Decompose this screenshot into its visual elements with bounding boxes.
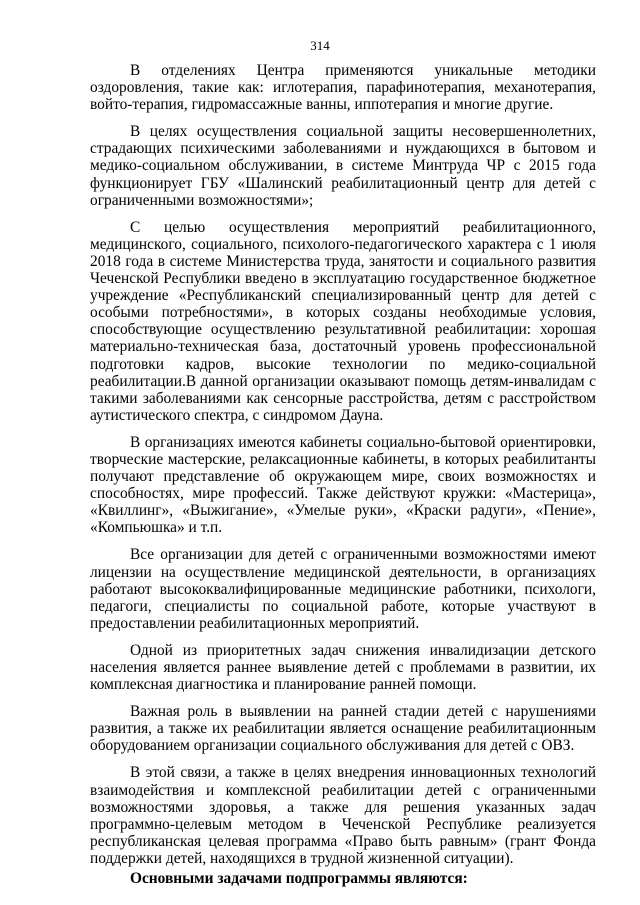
paragraph-early-detection: Одной из приоритетных задач снижения инвалидизации детского населения является раннее выявление детей с проблемами в развитии, их комплексная диагностика и планирование ранней помощи. bbox=[90, 641, 596, 694]
paragraph-cabinets-workshops: В организациях имеются кабинеты социально-бытовой ориентировки, творческие мастерские, релаксационные кабинеты, в которых реабилитанты получают представление об окружающем мире, своих возможностях и способностях, мире профессий. Также действуют кружки: «Мастерица», «Квиллинг», «Выжигание», «Умелые руки», «Краски радуги», «Пение», «Компьюшка» и т.п. bbox=[90, 433, 596, 537]
paragraph-target-program: В этой связи, а также в целях внедрения инновационных технологий взаимодействия и комплексной реабилитации детей с ограниченными возможностями здоровья, а также для решения указанных задач программно-целевым методом в Чеченской Республике реализуется республиканская целевая программа «Право быть равным» (грант Фонда поддержки детей, находящихся в трудной жизненной ситуации). bbox=[90, 764, 596, 867]
document-body bbox=[90, 62, 596, 887]
paragraph-licenses: Все организации для детей с ограниченными возможностями имеют лицензии на осуществление медицинской деятельности, в организациях работают высококвалифицированные медицинские работники, психологи, педагоги, специалисты по социальной работе, которые участвуют в предоставлении реабилитационных мероприятий. bbox=[90, 546, 596, 632]
section-heading: Основными задачами подпрограммы являются: bbox=[130, 870, 468, 888]
paragraph-equipment-role: Важная роль в выявлении на ранней стадии детей с нарушениями развития, а также их реабилитации является оснащение реабилитационным оборудованием организации социального обслуживания для детей с ОВЗ. bbox=[90, 703, 596, 755]
page-number: 314 bbox=[310, 38, 330, 53]
paragraph-treatment-methods: В отделениях Центра применяются уникальные методики оздоровления, такие как: иглотерапия, парафинотерапия, механотерапия, войто-терапия, гидромассажные ванны, иппотерапия и многие другие. bbox=[90, 62, 596, 114]
paragraph-shali-center: В целях осуществления социальной защиты несовершеннолетних, страдающих психическими заболеваниями и нуждающихся в бытовом и медико-социальном обслуживании, в системе Минтруда ЧР с 2015 года функционирует ГБУ «Шалинский реабилитационный центр для детей с ограниченными возможностями»; bbox=[90, 123, 596, 209]
paragraph-republican-center: С целью осуществления мероприятий реабилитационного, медицинского, социального, психолого-педагогического характера с 1 июля 2018 года в системе Министерства труда, занятости и социального развития Чеченской Республики введено в эксплуатацию государственное бюджетное учреждение «Республиканский специализированный центр для детей с особыми потребностями», в которых созданы необходимые условия, способствующие осуществлению результативной реабилитации: хорошая материально-техническая база, достаточный уровень профессиональной подготовки кадров, высокие технологии по медико-социальной реабилитации.В данной организации оказывают помощь детям-инвалидам с такими заболеваниями как сенсорные расстройства, детям с расстройством аутистического спектра, с синдромом Дауна. bbox=[90, 218, 596, 424]
